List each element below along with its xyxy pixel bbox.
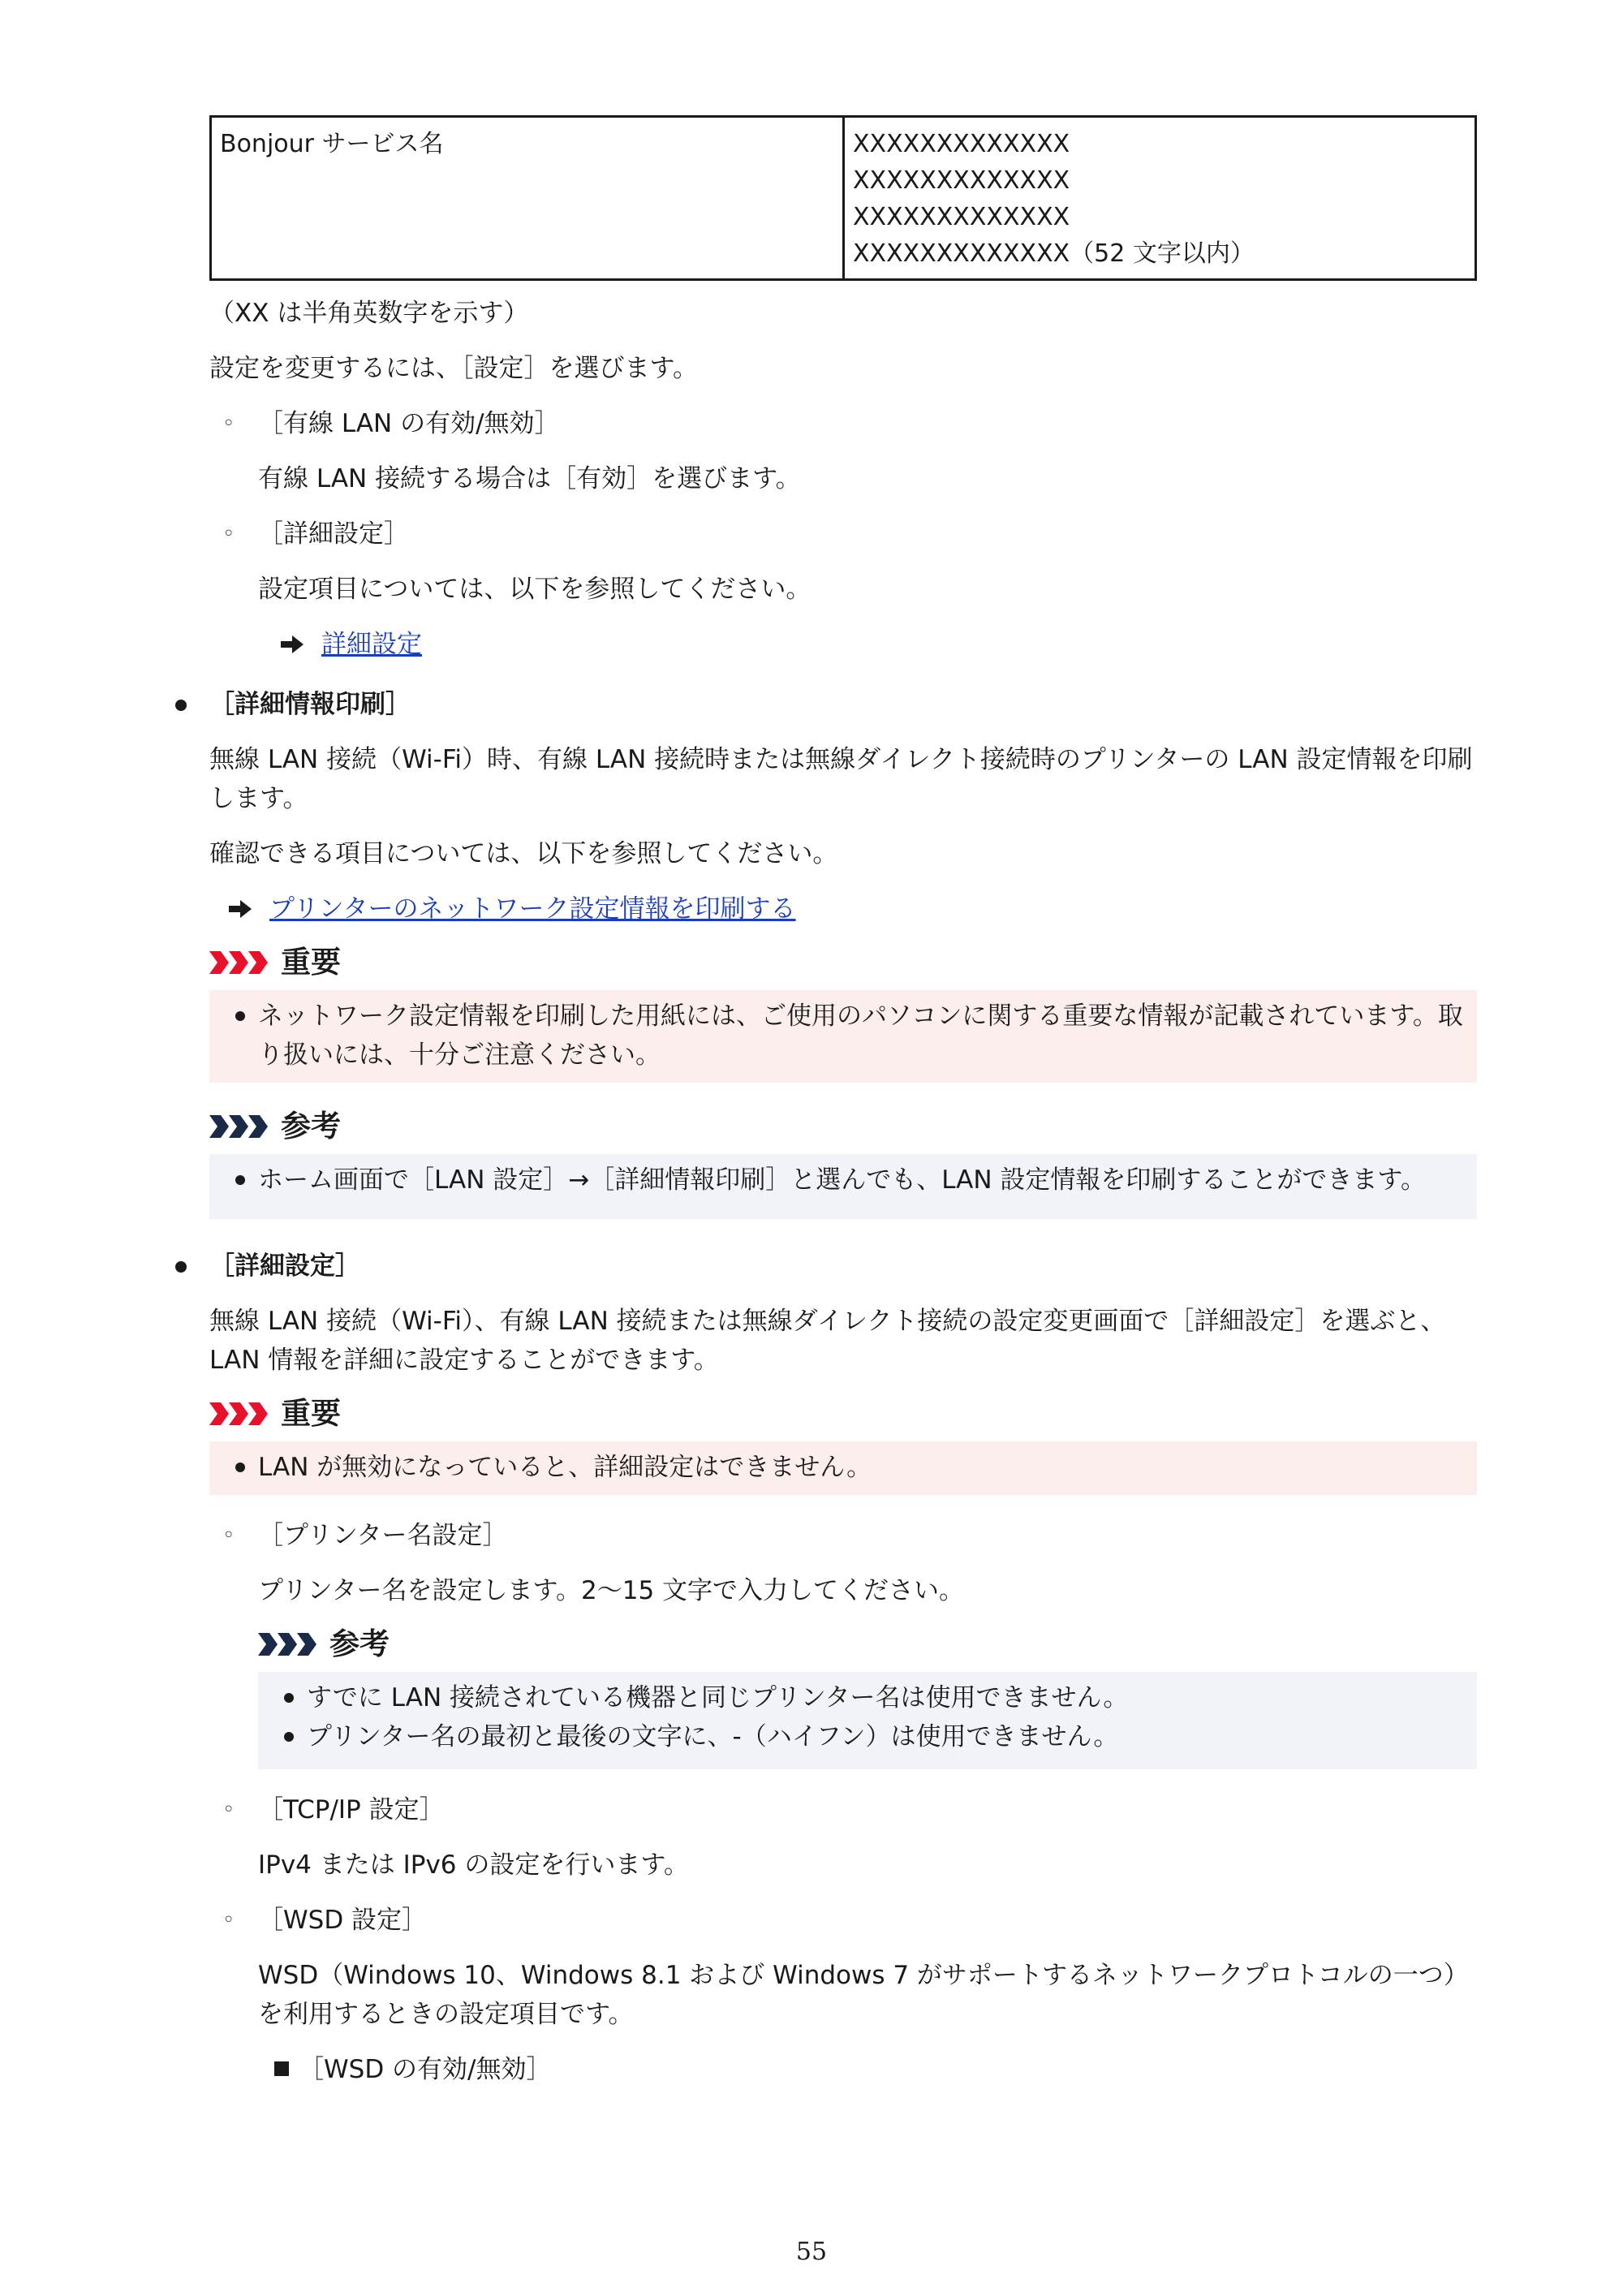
- important-heading: [209, 940, 1477, 985]
- reference-heading: [258, 1622, 1477, 1667]
- wired-lan-desc: 有線 LAN 接続する場合は［有効］を選びます。: [258, 464, 801, 493]
- wired-lan-item: [209, 404, 1477, 443]
- bullet-icon: [175, 700, 187, 711]
- wsd-item: [209, 1901, 1477, 1940]
- page-number: 55: [795, 2238, 828, 2266]
- important-chevrons-icon: [209, 1402, 271, 1425]
- bonjour-value-cell: [844, 117, 1476, 280]
- print-info-link-row: [209, 890, 1477, 928]
- adv-desc: 無線 LAN 接続（Wi-Fi）、有線 LAN 接続または無線ダイレクト接続の設定変更画面で［詳細設定］を選ぶと、LAN 情報を詳細に設定することができます。: [209, 1307, 1446, 1375]
- circle-bullet-icon: ◦: [222, 1523, 235, 1548]
- important-text: LAN が無効になっていると、詳細設定はできません。: [258, 1453, 872, 1482]
- bullet-icon: [284, 1732, 294, 1742]
- square-bullet-icon: [274, 2061, 289, 2076]
- bonjour-value: XXXXXXXXXXXXX: [853, 203, 1070, 231]
- reference-heading: [209, 1104, 1477, 1149]
- important-heading: [209, 1391, 1477, 1437]
- tcpip-title: ［TCP/IP 設定］: [258, 1795, 445, 1824]
- reference-title: 参考: [329, 1626, 390, 1661]
- bonjour-table: [209, 115, 1477, 281]
- tcpip-item: [209, 1790, 1477, 1829]
- reference-text: プリンター名の最初と最後の文字に、-（ハイフン）は使用できません。: [307, 1722, 1119, 1751]
- important-box: [209, 990, 1477, 1083]
- bullet-icon: [284, 1693, 294, 1703]
- circle-bullet-icon: ◦: [222, 522, 235, 546]
- bonjour-label: Bonjour サービス名: [220, 130, 444, 158]
- reference-box: [209, 1154, 1477, 1219]
- adv-title: ［詳細設定］: [209, 1251, 360, 1281]
- important-title: 重要: [281, 1396, 341, 1431]
- important-text: ネットワーク設定情報を印刷した用紙には、ご使用のパソコンに関する重要な情報が記載されています。取り扱いには、十分ご注意ください。: [258, 1002, 1463, 1070]
- print-info-heading: [209, 685, 1477, 724]
- detail-desc: 設定項目については、以下を参照してください。: [258, 575, 812, 604]
- important-box: [209, 1441, 1477, 1495]
- important-title: 重要: [281, 945, 341, 980]
- tcpip-desc: IPv4 または IPv6 の設定を行います。: [258, 1850, 689, 1880]
- print-info-desc: 無線 LAN 接続（Wi-Fi）時、有線 LAN 接続時または無線ダイレクト接続時のプリンターの LAN 設定情報を印刷します。: [209, 745, 1473, 813]
- bonjour-value: XXXXXXXXXXXXX: [853, 166, 1070, 195]
- bonjour-label-cell: [211, 117, 844, 280]
- document-page: [209, 115, 1477, 2089]
- reference-text: すでに LAN 接続されている機器と同じプリンター名は使用できません。: [307, 1683, 1129, 1712]
- bonjour-value: XXXXXXXXXXXXX（52 文字以内）: [853, 239, 1255, 268]
- detail-link[interactable]: 詳細設定: [321, 630, 422, 659]
- xx-note: （XX は半角英数字を示す）: [209, 299, 529, 328]
- bullet-icon: [235, 1011, 245, 1021]
- detail-link-row: [209, 625, 1477, 664]
- bullet-icon: [235, 1175, 245, 1185]
- detail-title: ［詳細設定］: [258, 519, 409, 549]
- wsd-desc: WSD（Windows 10、Windows 8.1 および Windows 7 がサポートするネットワークプロトコルの一つ）を利用するときの設定項目です。: [258, 1961, 1469, 2029]
- important-chevrons-icon: [209, 951, 271, 974]
- circle-bullet-icon: ◦: [222, 1798, 235, 1822]
- printer-name-item: [209, 1516, 1477, 1555]
- wsd-sub-title: ［WSD の有効/無効］: [299, 2055, 552, 2084]
- bonjour-value: XXXXXXXXXXXXX: [853, 130, 1070, 158]
- print-info-title: ［詳細情報印刷］: [209, 690, 411, 719]
- printer-name-reference: [209, 1622, 1477, 1769]
- reference-title: 参考: [281, 1109, 341, 1144]
- change-text: 設定を変更するには、［設定］を選びます。: [209, 354, 699, 383]
- reference-list-item: [230, 1161, 1467, 1200]
- wired-lan-title: ［有線 LAN の有効/無効］: [258, 409, 560, 438]
- print-info-desc2: 確認できる項目については、以下を参照してください。: [209, 839, 838, 868]
- important-list-item: [230, 997, 1467, 1075]
- printer-name-desc: プリンター名を設定します。2〜15 文字で入力してください。: [258, 1576, 965, 1605]
- arrow-right-icon: [229, 900, 252, 918]
- detail-item: [209, 515, 1477, 554]
- print-info-link[interactable]: プリンターのネットワーク設定情報を印刷する: [269, 894, 796, 924]
- reference-list-item: [279, 1678, 1467, 1717]
- important-list-item: [230, 1448, 1467, 1487]
- adv-heading: [209, 1247, 1477, 1286]
- reference-chevrons-icon: [258, 1633, 320, 1656]
- wsd-title: ［WSD 設定］: [258, 1906, 428, 1935]
- reference-chevrons-icon: [209, 1115, 271, 1138]
- printer-name-title: ［プリンター名設定］: [258, 1521, 508, 1550]
- reference-list-item: [279, 1717, 1467, 1756]
- reference-text: ホーム画面で［LAN 設定］→［詳細情報印刷］と選んでも、LAN 設定情報を印刷することができます。: [258, 1165, 1426, 1195]
- reference-box: [258, 1672, 1477, 1769]
- arrow-right-icon: [281, 635, 304, 653]
- circle-bullet-icon: ◦: [222, 411, 235, 436]
- bullet-icon: [235, 1462, 245, 1472]
- circle-bullet-icon: ◦: [222, 1908, 235, 1932]
- wsd-sub-item: [209, 2050, 1477, 2089]
- bullet-icon: [175, 1261, 187, 1273]
